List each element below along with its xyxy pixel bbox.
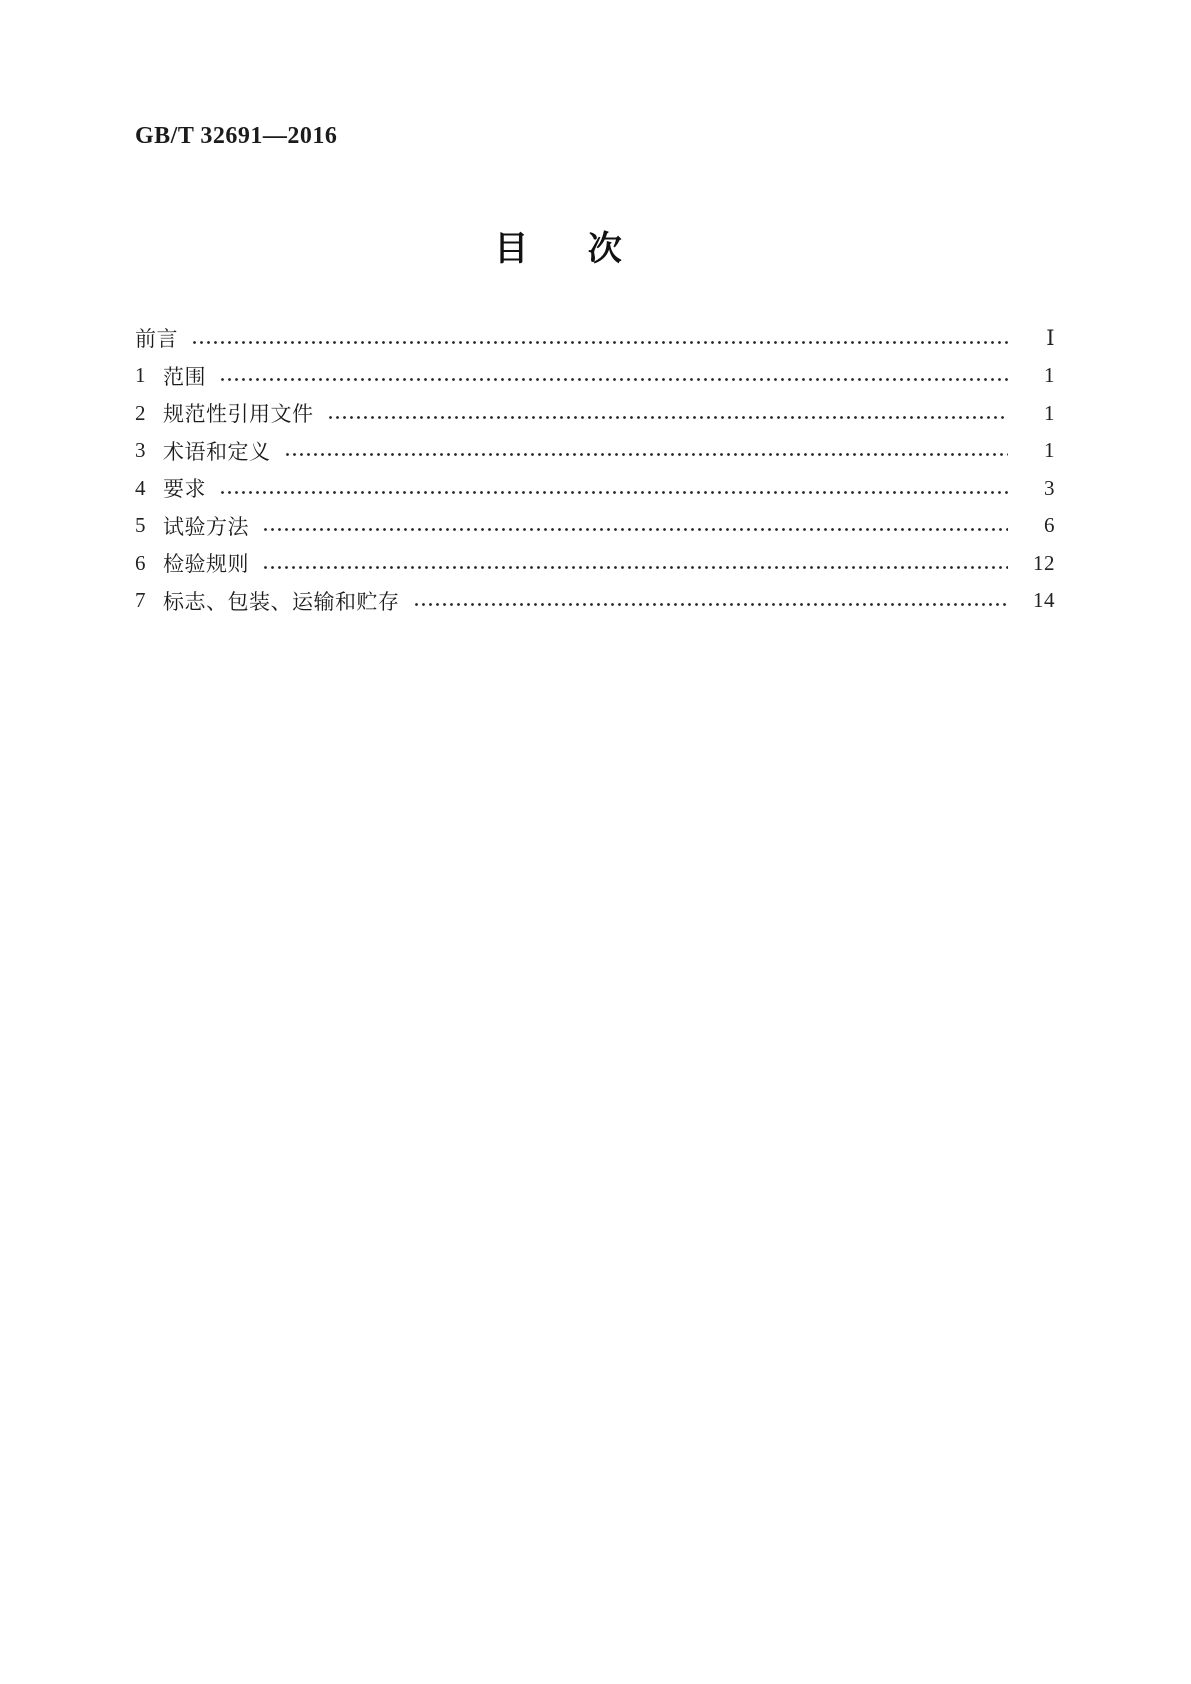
toc-entry [135,395,1055,433]
toc-entry-page: 3 [1044,475,1055,500]
toc-leader-dots [284,432,1009,470]
toc-leader-dots [219,470,1008,508]
toc-entry-label: 标志、包装、运输和贮存 [163,589,400,614]
toc-entry-label: 要求 [163,477,206,502]
toc-entry-page: 1 [1044,400,1055,425]
toc-entry [135,582,1055,620]
toc-entry-page: 6 [1044,513,1055,538]
toc-entry-label: 试验方法 [163,514,249,539]
standard-number: GB/T 32691—2016 [135,123,338,149]
toc-entry-label: 范围 [163,364,206,389]
toc-entry [135,470,1055,508]
toc-entry [135,357,1055,395]
toc-entry-page: 1 [1044,363,1055,388]
toc-entry [135,432,1055,470]
toc-entry-number: 1 [135,363,146,388]
toc-leader-dots [413,582,1009,620]
toc-leader-dots [191,320,1008,358]
toc-entry-label: 检验规则 [163,552,249,577]
toc-entry-page: Ⅰ [1046,325,1055,350]
toc-entry-page: 1 [1044,438,1055,463]
toc-entry [135,507,1055,545]
toc-leader-dots [327,395,1009,433]
toc-entry-label: 规范性引用文件 [163,402,314,427]
toc-entry-page: 12 [1033,550,1055,575]
toc-entry-number: 2 [135,400,146,425]
toc-entry-number: 4 [135,475,146,500]
toc-entry-label: 前言 [135,327,178,352]
table-of-contents [135,320,1055,620]
toc-leader-dots [219,357,1008,395]
toc-entry-number: 7 [135,588,146,613]
toc-leader-dots [262,507,1008,545]
toc-entry-number: 3 [135,438,146,463]
page-title: 目 次 [494,229,624,268]
toc-entry-page: 14 [1033,588,1055,613]
toc-entry [135,320,1055,358]
toc-leader-dots [262,545,1008,583]
toc-entry-number: 5 [135,513,146,538]
toc-entry-label: 术语和定义 [163,439,271,464]
toc-entry [135,545,1055,583]
toc-entry-number: 6 [135,550,146,575]
